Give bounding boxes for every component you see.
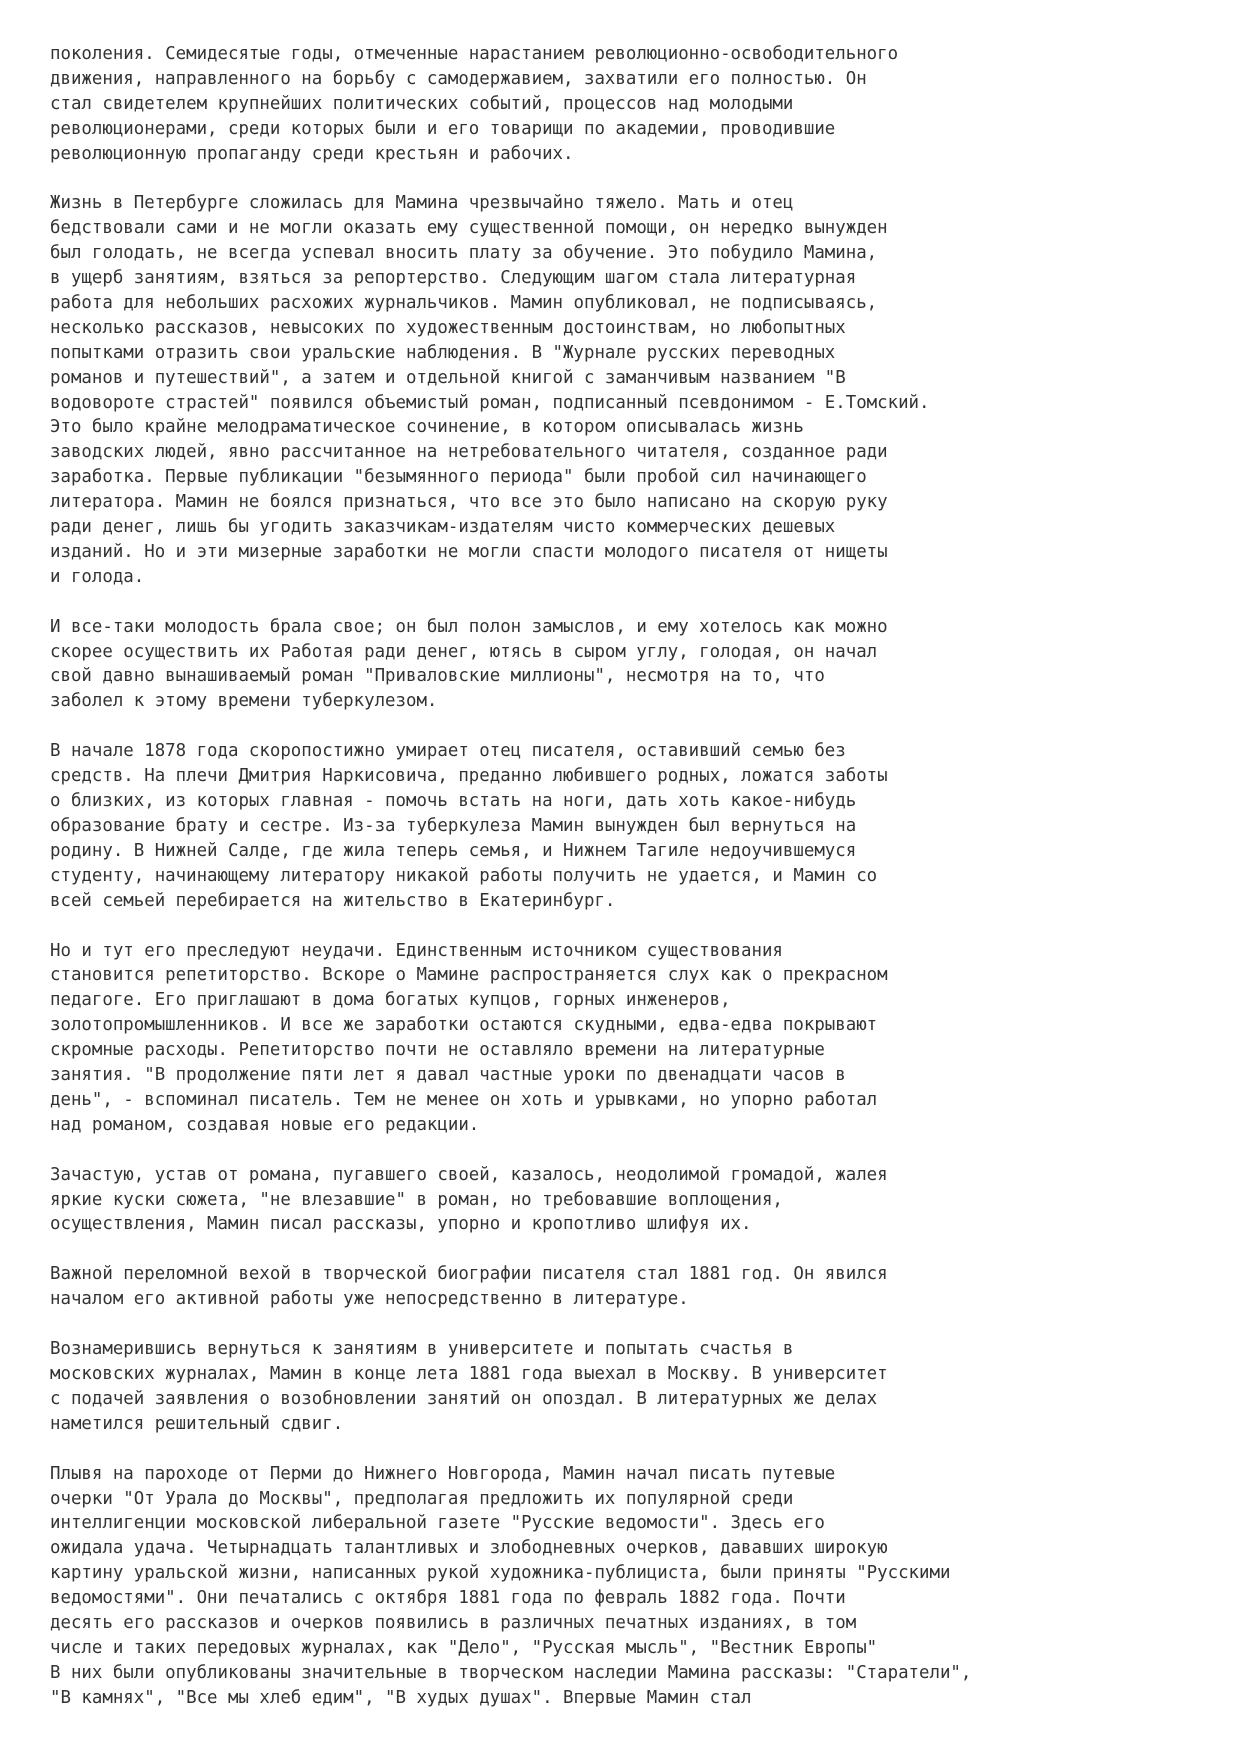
text-line: заболел к этому времени туберкулезом. <box>50 691 438 712</box>
text-line: В них были опубликованы значительные в творческом наследии Мамина рассказы: "Старатели", <box>50 1662 972 1683</box>
text-line: день", - вспоминал писатель. Тем не менее он хоть и урывками, но упорно работал <box>50 1089 878 1110</box>
text-line: средств. На плечи Дмитрия Наркисовича, преданно любившего родных, ложатся заботы <box>50 766 888 787</box>
paragraph <box>50 939 1210 1138</box>
text-line: "В камнях", "Все мы хлеб едим", "В худых душах". Впервые Мамин стал <box>50 1687 752 1708</box>
text-line: образование брату и сестре. Из-за туберкулеза Мамин вынужден был вернуться на <box>50 815 857 836</box>
document-page <box>50 42 1210 1736</box>
text-line: ради денег, лишь бы угодить заказчикам-издателям чисто коммерческих дешевых <box>50 517 836 538</box>
text-line: ведомостями". Они печатались с октября 1881 года по февраль 1882 года. Почти <box>50 1588 846 1609</box>
text-line: студенту, начинающему литератору никакой работы получить не удается, и Мамин со <box>50 865 878 886</box>
text-line: числе и таких передовых журналах, как "Дело", "Русская мысль", "Вестник Европы" <box>50 1637 878 1658</box>
paragraph <box>50 1462 1210 1711</box>
text-line: романов и путешествий", а затем и отдельной книгой с заманчивым названием "В <box>50 367 846 388</box>
text-line: Плывя на пароходе от Перми до Нижнего Новгорода, Мамин начал писать путевые <box>50 1463 836 1484</box>
text-line: Зачастую, устав от романа, пугавшего своей, казалось, неодолимой громадой, жалея <box>50 1164 888 1185</box>
text-line: о близких, из которых главная - помочь встать на ноги, дать хоть какое-нибудь <box>50 791 857 812</box>
text-line: работа для небольших расхожих журнальчиков. Мамин опубликовал, не подписываясь, <box>50 293 878 314</box>
text-line: Это было крайне мелодраматическое сочинение, в котором описывалась жизнь <box>50 417 804 438</box>
paragraph <box>50 1337 1210 1437</box>
text-line: Жизнь в Петербурге сложилась для Мамина чрезвычайно тяжело. Мать и отец <box>50 193 794 214</box>
text-line: педагоге. Его приглашают в дома богатых купцов, горных инженеров, <box>50 990 731 1011</box>
text-line: родину. В Нижней Салде, где жила теперь семья, и Нижнем Тагиле недоучившемуся <box>50 840 857 861</box>
text-line: становится репетиторство. Вскоре о Мамине распространяется слух как о прекрасном <box>50 965 888 986</box>
text-line: занятия. "В продолжение пяти лет я давал частные уроки по двенадцати часов в <box>50 1064 846 1085</box>
text-line: с подачей заявления о возобновлении занятий он опоздал. В литературных же делах <box>50 1388 878 1409</box>
text-line: золотопромышленников. И все же заработки остаются скудными, едва-едва покрывают <box>50 1015 878 1036</box>
text-line: свой давно вынашиваемый роман "Приваловские миллионы", несмотря на то, что <box>50 666 825 687</box>
text-line: московских журналах, Мамин в конце лета 1881 года выехал в Москву. В университет <box>50 1363 888 1384</box>
text-line: всей семьей перебирается на жительство в Екатеринбург. <box>50 890 616 911</box>
text-line: стал свидетелем крупнейших политических событий, процессов над молодыми <box>50 93 794 114</box>
text-line: и голода. <box>50 566 145 587</box>
text-line: революционную пропаганду среди крестьян и рабочих. <box>50 143 574 164</box>
text-line: В начале 1878 года скоропостижно умирает отец писателя, оставивший семью без <box>50 741 846 762</box>
text-line: несколько рассказов, невысоких по художественным достоинствам, но любопытных <box>50 317 846 338</box>
text-line: литератора. Мамин не боялся признаться, что все это было написано на скорую руку <box>50 492 888 513</box>
text-line: скромные расходы. Репетиторство почти не оставляло времени на литературные <box>50 1040 825 1061</box>
text-line: был голодать, не всегда успевал вносить плату за обучение. Это побудило Мамина, <box>50 243 878 264</box>
text-line: началом его активной работы уже непосредственно в литературе. <box>50 1289 689 1310</box>
text-line: осуществления, Мамин писал рассказы, упорно и кропотливо шлифуя их. <box>50 1214 752 1235</box>
text-line: движения, направленного на борьбу с самодержавием, захватили его полностью. Он <box>50 68 867 89</box>
paragraph <box>50 739 1210 913</box>
text-line: Вознамерившись вернуться к занятиям в университете и попытать счастья в <box>50 1339 794 1360</box>
text-line: поколения. Семидесятые годы, отмеченные нарастанием революционно-освободительного <box>50 44 899 64</box>
text-line: очерки "От Урала до Москвы", предполагая предложить их популярной среди <box>50 1488 794 1509</box>
text-line: революционерами, среди которых были и его товарищи по академии, проводившие <box>50 118 836 139</box>
text-line: водовороте страстей" появился объемистый роман, подписанный псевдонимом - Е.Томский. <box>50 392 930 413</box>
paragraph <box>50 1163 1210 1238</box>
text-line: над романом, создавая новые его редакции. <box>50 1114 480 1135</box>
paragraph <box>50 615 1210 715</box>
text-line: скорее осуществить их Работая ради денег, ютясь в сыром углу, голодая, он начал <box>50 641 878 662</box>
text-line: заработка. Первые публикации "безымянного периода" были пробой сил начинающего <box>50 467 867 488</box>
text-line: в ущерб занятиям, взяться за репортерство. Следующим шагом стала литературная <box>50 268 857 289</box>
text-line: заводских людей, явно рассчитанное на нетребовательного читателя, созданное ради <box>50 442 888 463</box>
text-line: попытками отразить свои уральские наблюдения. В "Журнале русских переводных <box>50 342 836 363</box>
paragraph <box>50 42 1210 166</box>
text-line: картину уральской жизни, написанных рукой художника-публициста, были приняты "Русскими <box>50 1563 951 1584</box>
text-line: интеллигенции московской либеральной газете "Русские ведомости". Здесь его <box>50 1513 825 1534</box>
text-line: изданий. Но и эти мизерные заработки не могли спасти молодого писателя от нищеты <box>50 541 888 562</box>
text-line: яркие куски сюжета, "не влезавшие" в роман, но требовавшие воплощения, <box>50 1189 783 1210</box>
text-line: И все-таки молодость брала свое; он был полон замыслов, и ему хотелось как можно <box>50 616 888 637</box>
text-line: Но и тут его преследуют неудачи. Единственным источником существования <box>50 940 783 961</box>
text-line: Важной переломной вехой в творческой биографии писателя стал 1881 год. Он явился <box>50 1264 888 1285</box>
text-line: десять его рассказов и очерков появились в различных печатных изданиях, в том <box>50 1612 857 1633</box>
text-line: ожидала удача. Четырнадцать талантливых и злободневных очерков, дававших широкую <box>50 1538 888 1559</box>
text-line: бедствовали сами и не могли оказать ему существенной помощи, он нередко вынужден <box>50 218 888 239</box>
paragraph <box>50 1262 1210 1312</box>
paragraph <box>50 191 1210 589</box>
text-line: наметился решительный сдвиг. <box>50 1413 344 1434</box>
